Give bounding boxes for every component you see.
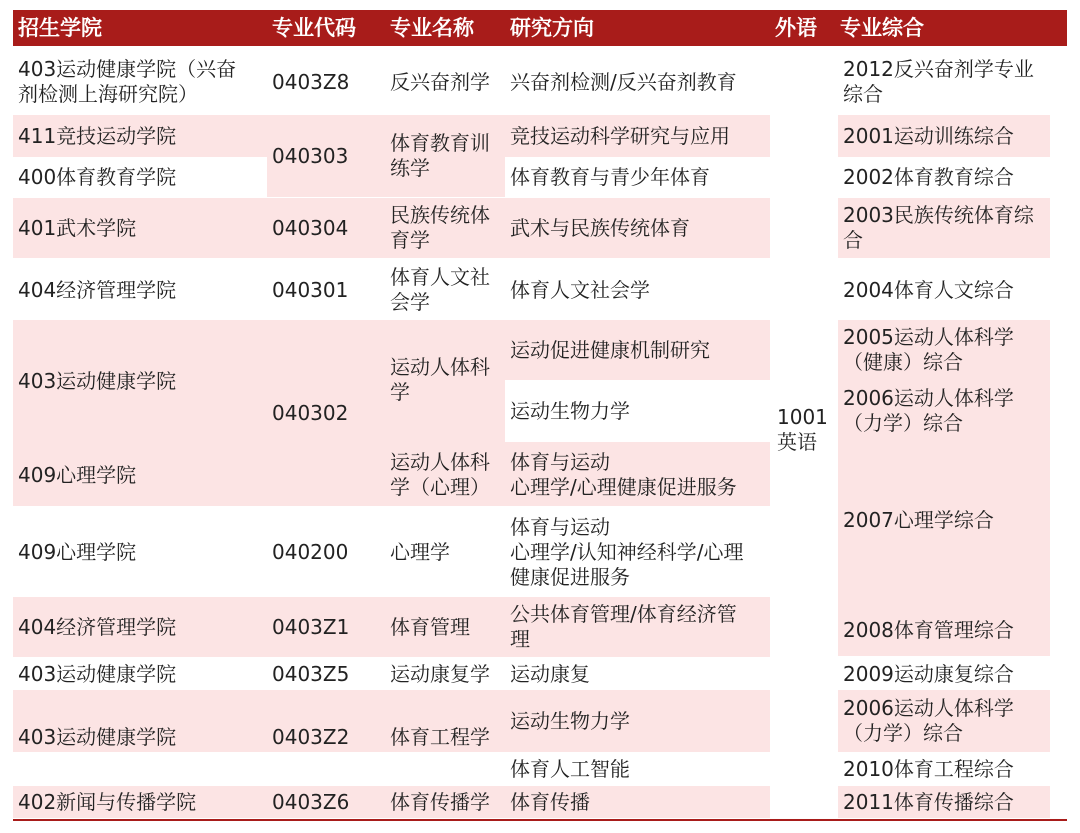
direction-cell: 公共体育管理/体育经济管 理 — [510, 602, 737, 651]
major-cell: 反兴奋剂学 — [390, 69, 490, 94]
exam-cell: 2004体育人文综合 — [843, 277, 1014, 302]
code-cell: 040301 — [272, 277, 349, 302]
direction-cell: 运动生物力学 — [510, 708, 630, 733]
college-cell: 403运动健康学院 — [18, 661, 177, 686]
major-cell: 体育传播学 — [390, 789, 490, 814]
direction-cell: 竞技运动科学研究与应用 — [510, 123, 730, 148]
code-cell: 040200 — [272, 539, 349, 564]
exam-cell: 2006运动人体科学 （力学）综合 — [843, 386, 1014, 435]
major-cell: 运动康复学 — [390, 661, 490, 686]
code-cell: 0403Z2 — [272, 724, 350, 749]
exam-cell: 2002体育教育综合 — [843, 164, 1014, 189]
direction-cell: 体育教育与青少年体育 — [510, 164, 710, 189]
major-cell: 体育工程学 — [390, 724, 490, 749]
header-college: 招生学院 — [18, 16, 102, 40]
major-cell: 体育管理 — [390, 614, 470, 639]
exam-cell: 2003民族传统体育综 合 — [843, 203, 1034, 252]
direction-cell: 体育人工智能 — [510, 756, 630, 781]
header-exam: 专业综合 — [840, 16, 924, 40]
direction-cell: 体育与运动 心理学/心理健康促进服务 — [510, 450, 737, 499]
code-cell: 0403Z6 — [272, 789, 350, 814]
header-language: 外语 — [775, 16, 817, 40]
direction-cell: 体育传播 — [510, 789, 590, 814]
college-cell: 403运动健康学院（兴奋 剂检测上海研究院） — [18, 57, 237, 106]
language-cell: 1001 英语 — [777, 405, 828, 454]
major-cell: 体育教育训 练学 — [390, 131, 490, 180]
college-cell: 409心理学院 — [18, 462, 137, 487]
exam-cell: 2005运动人体科学 （健康）综合 — [843, 325, 1014, 374]
header-direction: 研究方向 — [510, 16, 594, 40]
college-cell: 403运动健康学院 — [18, 724, 177, 749]
direction-cell: 兴奋剂检测/反兴奋剂教育 — [510, 69, 737, 94]
exam-cell: 2001运动训练综合 — [843, 123, 1014, 148]
header-code: 专业代码 — [272, 16, 356, 40]
exam-cell: 2012反兴奋剂学专业 综合 — [843, 57, 1034, 106]
table-bottom-rule — [13, 819, 1067, 821]
major-cell: 心理学 — [390, 539, 450, 564]
exam-cell: 2011体育传播综合 — [843, 789, 1014, 814]
college-cell: 400体育教育学院 — [18, 164, 177, 189]
direction-cell: 体育人文社会学 — [510, 277, 650, 302]
major-cell: 运动人体科 学（心理） — [390, 450, 490, 499]
direction-cell: 体育与运动 心理学/认知神经科学/心理 健康促进服务 — [510, 514, 744, 589]
major-cell: 民族传统体 育学 — [390, 203, 490, 252]
code-cell: 0403Z8 — [272, 69, 350, 94]
code-cell: 0403Z1 — [272, 614, 350, 639]
exam-cell: 2009运动康复综合 — [843, 661, 1014, 686]
exam-cell: 2010体育工程综合 — [843, 756, 1014, 781]
college-cell: 404经济管理学院 — [18, 277, 177, 302]
college-cell: 409心理学院 — [18, 539, 137, 564]
exam-cell: 2008体育管理综合 — [843, 617, 1014, 642]
college-cell: 401武术学院 — [18, 215, 137, 240]
college-cell: 411竞技运动学院 — [18, 123, 177, 148]
college-cell: 403运动健康学院 — [18, 368, 177, 393]
code-cell: 040303 — [272, 143, 349, 168]
code-cell: 040302 — [272, 400, 349, 425]
college-cell: 404经济管理学院 — [18, 614, 177, 639]
header-major: 专业名称 — [390, 16, 474, 40]
direction-cell: 武术与民族传统体育 — [510, 215, 690, 240]
direction-cell: 运动促进健康机制研究 — [510, 337, 710, 362]
direction-cell: 运动生物力学 — [510, 398, 630, 423]
college-cell: 402新闻与传播学院 — [18, 789, 197, 814]
exam-cell: 2006运动人体科学 （力学）综合 — [843, 696, 1014, 745]
direction-cell: 运动康复 — [510, 661, 590, 686]
major-cell: 运动人体科 学 — [390, 355, 490, 404]
exam-cell: 2007心理学综合 — [843, 507, 994, 532]
major-cell: 体育人文社 会学 — [390, 265, 490, 314]
code-cell: 040304 — [272, 215, 349, 240]
code-cell: 0403Z5 — [272, 661, 350, 686]
